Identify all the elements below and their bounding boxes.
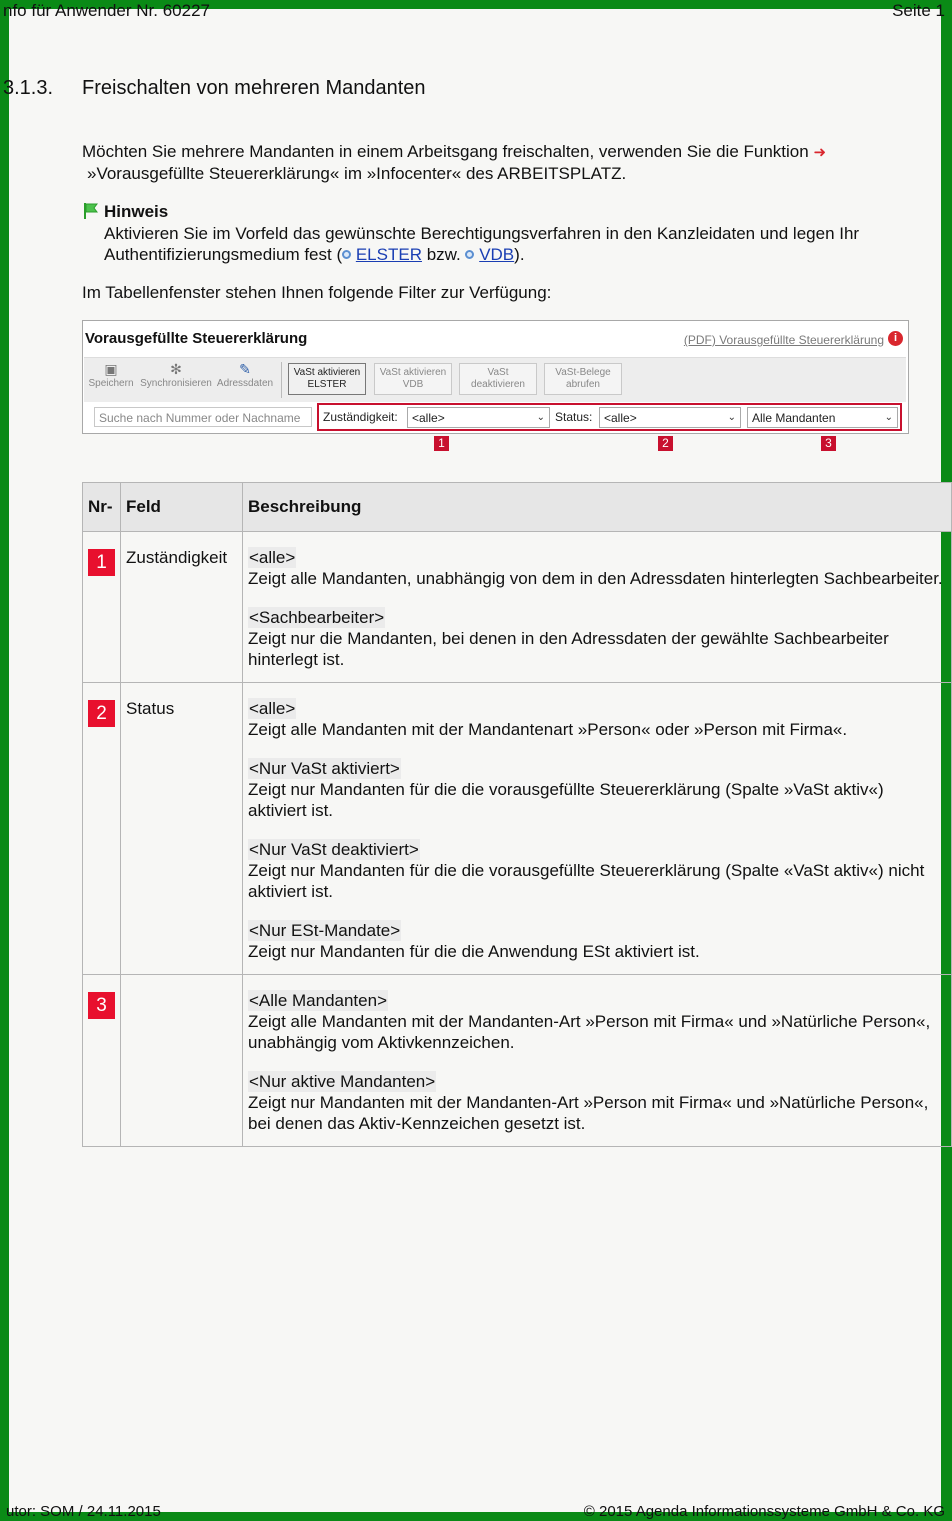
hint-text-line-2: Authentifizierungsmedium fest ( <box>104 245 343 264</box>
bullet-circle-icon <box>465 250 474 259</box>
filter-table <box>82 482 952 1147</box>
hint-end: ). <box>514 245 525 264</box>
row-badge: 1 <box>88 549 115 576</box>
description-cell <box>243 532 952 683</box>
page-footer-left: utor: SOM / 24.11.2015 <box>6 1503 161 1520</box>
filter-highlight-frame <box>317 403 902 431</box>
save-button[interactable] <box>88 360 134 389</box>
toolbar-separator <box>281 362 282 398</box>
toolbar <box>84 357 906 402</box>
table-row <box>83 532 952 683</box>
status-value: <alle> <box>604 411 637 425</box>
screenshot-title: Vorausgefüllte Steuererklärung <box>85 330 308 347</box>
table-header-row <box>83 483 952 532</box>
vast-vdb-label-2: VDB <box>402 379 424 390</box>
option-name: <Nur ESt-Mandate> <box>249 921 401 940</box>
col-header-beschreibung: Beschreibung <box>243 483 952 532</box>
filter-intro: Im Tabellenfenster stehen Ihnen folgende Filter zur Verfügung: <box>82 283 552 302</box>
page-footer-right: © 2015 Agenda Informationssysteme GmbH & Co. KG <box>583 1503 945 1520</box>
field-cell <box>121 975 243 1147</box>
sync-button[interactable] <box>140 360 212 389</box>
address-button[interactable] <box>216 360 274 389</box>
chevron-down-icon: ⌄ <box>727 412 736 423</box>
chevron-down-icon: ⌄ <box>536 412 545 423</box>
section-number: 3.1.3. <box>3 77 54 99</box>
vast-elster-label-1: VaSt aktivieren <box>293 367 361 378</box>
row-badge: 3 <box>88 992 115 1019</box>
zustaendigkeit-value: <alle> <box>412 411 445 425</box>
option-entry <box>248 758 946 821</box>
vast-vdb-button[interactable] <box>374 363 452 395</box>
option-name: <Nur aktive Mandanten> <box>249 1072 436 1091</box>
marker-1: 1 <box>434 436 449 451</box>
vast-vdb-label-1: VaSt aktivieren <box>379 367 447 378</box>
option-entry <box>248 547 946 589</box>
vast-deactivate-button[interactable] <box>459 363 537 395</box>
arrow-right-icon: ➜ <box>813 144 827 161</box>
option-description: Zeigt nur Mandanten für die die Anwendung ESt aktiviert ist. <box>248 942 700 961</box>
vast-off-label-1: VaSt <box>487 367 509 378</box>
row-number-cell <box>83 683 121 975</box>
option-name: <Nur VaSt aktiviert> <box>249 759 400 778</box>
row-badge: 2 <box>88 700 115 727</box>
address-label: Adressdaten <box>216 378 274 389</box>
vdb-link[interactable]: VDB <box>479 245 515 264</box>
search-input[interactable]: Suche nach Nummer oder Nachname <box>94 407 312 427</box>
option-name: <alle> <box>249 548 296 567</box>
save-label: Speichern <box>88 378 134 389</box>
option-description: Zeigt nur die Mandanten, bei denen in den Adressdaten der gewählte Sachbearbeiter hinterlegt ist. <box>248 629 889 669</box>
option-entry <box>248 839 946 902</box>
marker-2: 2 <box>658 436 673 451</box>
mandanten-select[interactable] <box>747 407 898 428</box>
flag-icon <box>82 202 100 220</box>
marker-3: 3 <box>821 436 836 451</box>
field-cell: Status <box>121 683 243 975</box>
option-description: Zeigt alle Mandanten, unabhängig von dem in den Adressdaten hinterlegten Sachbearbeiter. <box>248 569 943 588</box>
vast-elster-label-2: ELSTER <box>307 379 347 390</box>
page-header-left: nfo für Anwender Nr. 60227 <box>3 1 210 20</box>
zustaendigkeit-label: Zuständigkeit: <box>323 410 398 424</box>
info-icon[interactable]: i <box>888 331 903 346</box>
chevron-down-icon: ⌄ <box>884 412 893 423</box>
bullet-circle-icon <box>342 250 351 259</box>
elster-link[interactable]: ELSTER <box>355 245 422 264</box>
page-header-right: Seite 1 <box>892 1 945 20</box>
vast-off-label-2: deaktivieren <box>471 379 525 390</box>
status-select[interactable] <box>599 407 741 428</box>
option-name: <alle> <box>249 699 296 718</box>
belege-label-1: VaSt-Belege <box>555 367 611 378</box>
vast-belege-button[interactable] <box>544 363 622 395</box>
intro-line-1: Möchten Sie mehrere Mandanten in einem Arbeitsgang freischalten, verwenden Sie die Funktion <box>82 142 809 161</box>
option-entry <box>248 920 946 962</box>
app-screenshot <box>82 320 909 434</box>
col-header-nr: Nr- <box>83 483 121 532</box>
option-description: Zeigt nur Mandanten für die die vorausgefüllte Steuererklärung (Spalte »VaSt aktiv«) aktiviert ist. <box>248 780 884 820</box>
sync-label: Synchronisieren <box>140 378 212 389</box>
intro-paragraph <box>82 141 932 184</box>
intro-line-2: »Vorausgefüllte Steuererklärung« im »Infocenter« des ARBEITSPLATZ. <box>87 164 627 183</box>
document-page <box>3 1 945 1520</box>
option-name: <Sachbearbeiter> <box>249 608 385 627</box>
zustaendigkeit-select[interactable] <box>407 407 550 428</box>
row-number-cell <box>83 975 121 1147</box>
option-name: <Nur VaSt deaktiviert> <box>249 840 419 859</box>
option-name: <Alle Mandanten> <box>249 991 387 1010</box>
table-row <box>83 683 952 975</box>
hint-mid: bzw. <box>421 245 466 264</box>
hint-title: Hinweis <box>104 202 169 221</box>
vast-elster-button[interactable] <box>288 363 366 395</box>
section-title: Freischalten von mehreren Mandanten <box>82 77 426 99</box>
option-description: Zeigt nur Mandanten mit der Mandanten-Art »Person mit Firma« und »Natürliche Person«, bei denen das Aktiv-Kennzeichen gesetzt ist. <box>248 1093 929 1133</box>
status-label: Status: <box>555 410 593 424</box>
hint-text-line-1: Aktivieren Sie im Vorfeld das gewünschte Berechtigungsverfahren in den Kanzleidaten und legen Ihr <box>104 224 860 243</box>
option-entry <box>248 990 946 1053</box>
option-description: Zeigt alle Mandanten mit der Mandantenart »Person« oder »Person mit Firma«. <box>248 720 848 739</box>
description-cell <box>243 975 952 1147</box>
belege-label-2: abrufen <box>566 379 600 390</box>
description-cell <box>243 683 952 975</box>
table-row <box>83 975 952 1147</box>
option-description: Zeigt alle Mandanten mit der Mandanten-Art »Person mit Firma« und »Natürliche Person«, unabhängig vom Aktivkennzeichen. <box>248 1012 931 1052</box>
field-cell: Zuständigkeit <box>121 532 243 683</box>
hint-text <box>104 223 944 265</box>
option-entry <box>248 698 946 740</box>
filter-row <box>84 402 906 432</box>
floppy-disk-icon: ▣ <box>104 361 118 377</box>
option-entry <box>248 1071 946 1134</box>
col-header-feld: Feld <box>121 483 243 532</box>
option-description: Zeigt nur Mandanten für die die vorausgefüllte Steuererklärung (Spalte «VaSt aktiv«) nicht aktiviert ist. <box>248 861 925 901</box>
row-number-cell <box>83 532 121 683</box>
pdf-link[interactable]: (PDF) Vorausgefüllte Steuererklärung <box>683 333 884 347</box>
pencil-icon: ✎ <box>239 361 251 377</box>
sync-icon: ✻ <box>170 361 182 377</box>
option-entry <box>248 607 946 670</box>
mandanten-value: Alle Mandanten <box>752 411 836 425</box>
